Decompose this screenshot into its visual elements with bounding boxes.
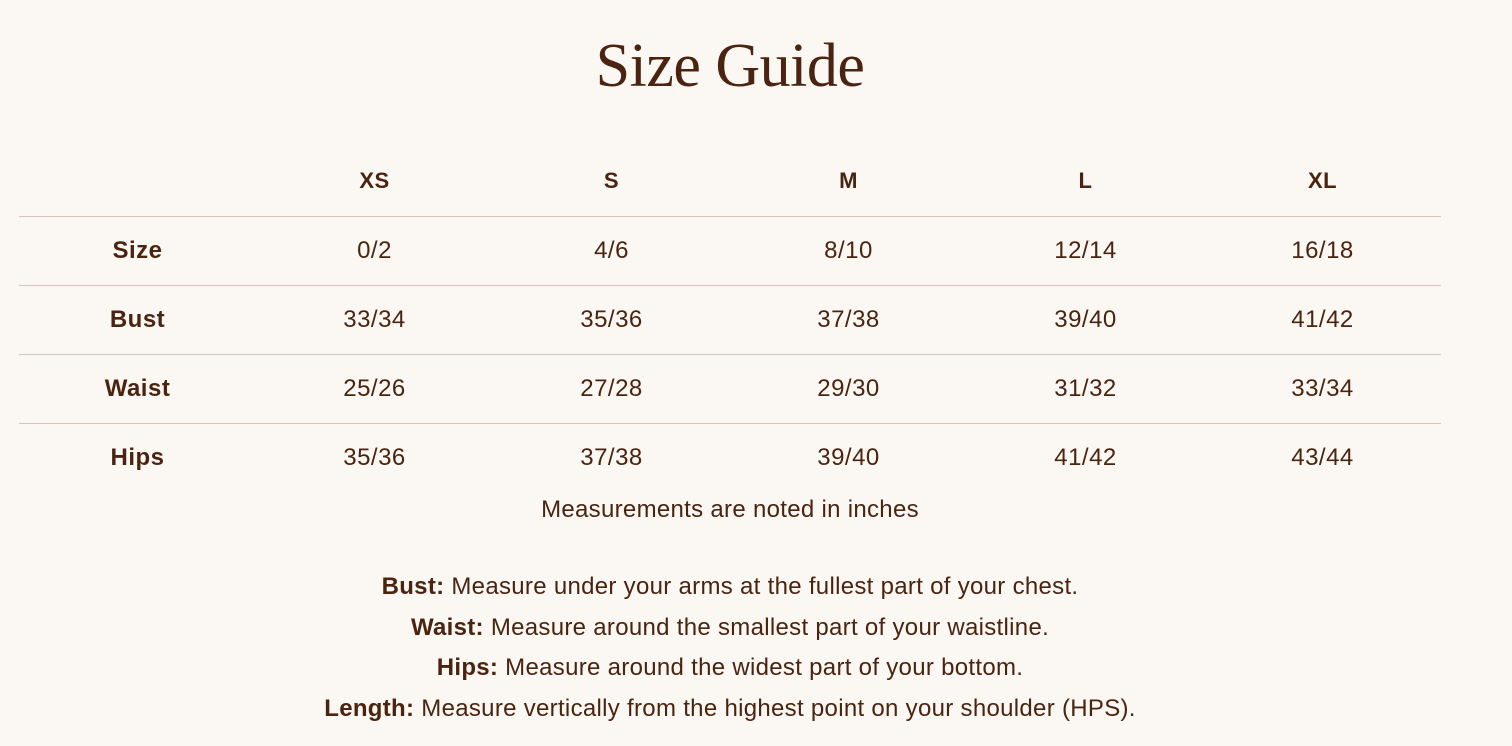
definition-length bbox=[0, 689, 1460, 730]
table-cell: 4/6 bbox=[594, 237, 629, 264]
table-cell: 8/10 bbox=[824, 237, 873, 264]
table-cell: 31/32 bbox=[1054, 375, 1117, 402]
measurement-unit-note: Measurements are noted in inches bbox=[541, 496, 919, 523]
definition-term: Hips: bbox=[436, 654, 499, 682]
table-cell: 25/26 bbox=[343, 375, 406, 402]
definition-hips bbox=[0, 648, 1460, 689]
row-label: Size bbox=[112, 237, 163, 264]
header-cell-l: L bbox=[1078, 168, 1093, 193]
header-cell-xs: XS bbox=[359, 168, 390, 193]
table-cell: 39/40 bbox=[817, 444, 880, 471]
definition-waist bbox=[0, 608, 1460, 649]
table-cell: 33/34 bbox=[1291, 375, 1354, 402]
table-cell: 37/38 bbox=[580, 444, 643, 471]
definition-bust bbox=[0, 567, 1460, 608]
table-row-waist bbox=[19, 354, 1441, 423]
table-header-row bbox=[19, 146, 1441, 216]
table-cell: 0/2 bbox=[357, 237, 392, 264]
table-cell: 16/18 bbox=[1291, 237, 1354, 264]
definition-term: Bust: bbox=[381, 573, 445, 600]
measurement-definitions bbox=[0, 567, 1460, 730]
size-table bbox=[19, 146, 1441, 492]
table-row-size bbox=[19, 216, 1441, 285]
definition-text: Measure under your arms at the fullest part of your chest. bbox=[444, 573, 1079, 600]
table-cell: 37/38 bbox=[817, 306, 880, 333]
table-cell: 12/14 bbox=[1054, 237, 1117, 264]
table-row-bust bbox=[19, 285, 1441, 354]
table-cell: 39/40 bbox=[1054, 306, 1117, 333]
definition-term: Length: bbox=[324, 695, 415, 723]
table-cell: 27/28 bbox=[580, 375, 643, 402]
row-label: Waist bbox=[104, 375, 171, 402]
table-cell: 33/34 bbox=[343, 306, 406, 333]
table-cell: 29/30 bbox=[817, 375, 880, 402]
table-cell: 35/36 bbox=[580, 306, 643, 333]
table-cell: 43/44 bbox=[1291, 444, 1354, 471]
table-cell: 35/36 bbox=[343, 444, 406, 471]
header-cell-s: S bbox=[603, 168, 620, 193]
page-title: Size Guide bbox=[595, 32, 865, 100]
row-label: Bust bbox=[109, 306, 166, 333]
definition-text: Measure around the smallest part of your waistline. bbox=[483, 613, 1050, 641]
definition-term: Waist: bbox=[410, 613, 484, 641]
definition-text: Measure around the widest part of your bottom. bbox=[498, 654, 1024, 682]
table-cell: 41/42 bbox=[1291, 306, 1354, 333]
table-cell: 41/42 bbox=[1054, 444, 1117, 471]
header-cell-m: M bbox=[839, 168, 858, 193]
row-label: Hips bbox=[110, 444, 165, 471]
header-cell-xl: XL bbox=[1307, 168, 1338, 193]
table-row-hips bbox=[19, 423, 1441, 492]
definition-text: Measure vertically from the highest point on your shoulder (HPS). bbox=[414, 695, 1136, 723]
